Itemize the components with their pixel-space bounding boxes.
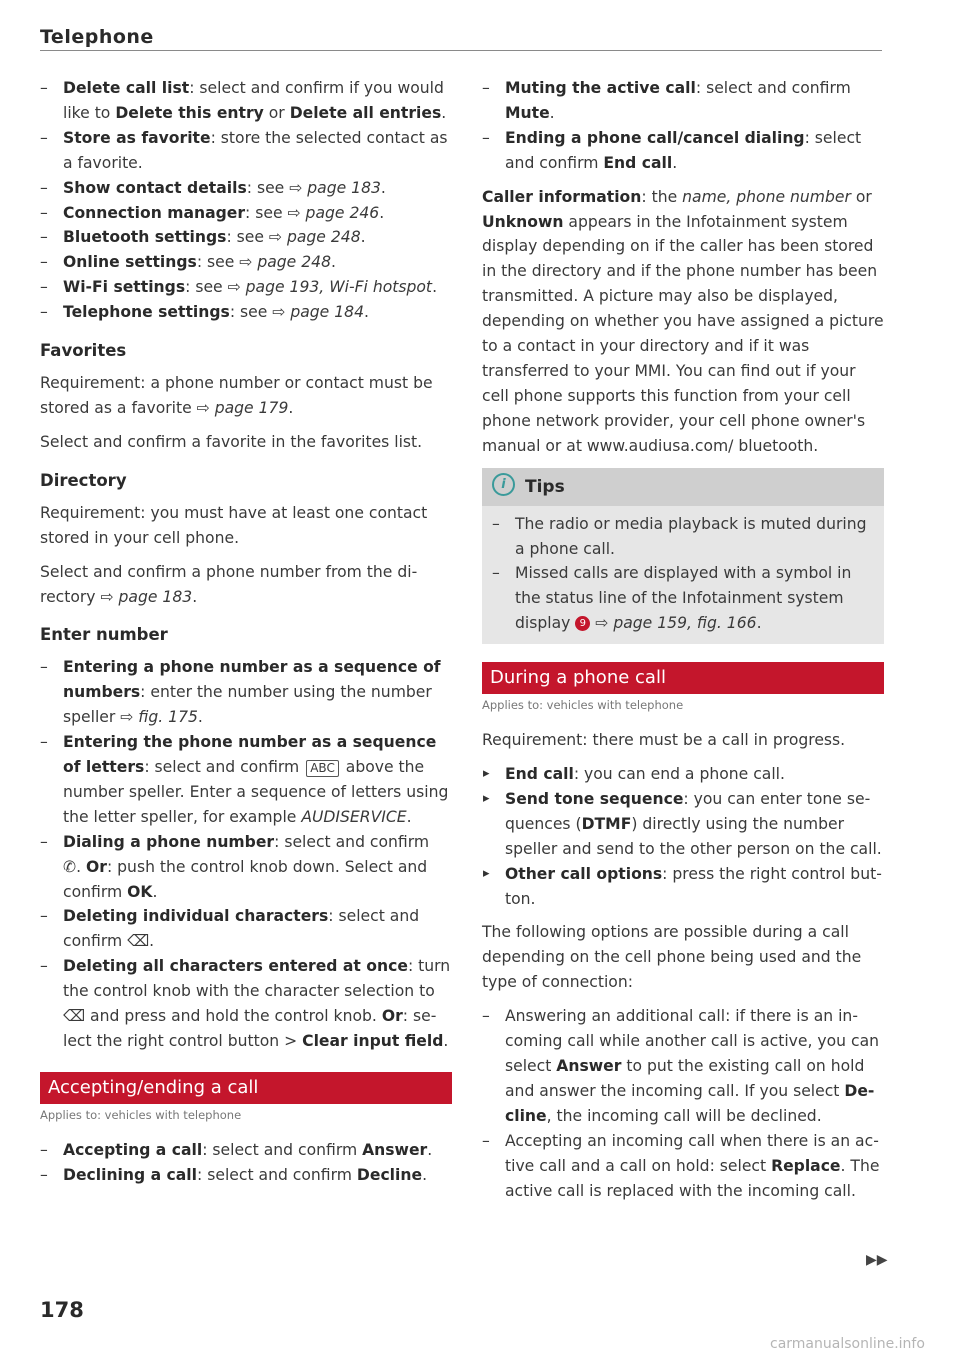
page-ref-link[interactable]: ⇨ page 183 — [100, 587, 193, 606]
list-item: – Dialing a phone number: select and confirm ✆. Or: push the control knob down. Select and confirm OK. — [40, 830, 452, 905]
list-item: – Answering an additional call: if there is an incoming call while another call is active, you can select Answer to put the existing call on hold and answer the incoming call. If you select Decline, the incoming call will be declined. — [482, 1004, 884, 1129]
list-item: – Deleting individual characters: select and confirm ⌫. — [40, 904, 452, 954]
header-rule — [40, 50, 882, 51]
list-item: – Store as favorite: store the selected contact as a favorite. — [40, 126, 452, 176]
caller-information: Caller information: the name, phone number or Unknown appears in the Infotainment system display depending on if the caller has been stored in the directory and if the phone number has been transmitted. A picture may also be displayed, depending on whether you have assigned a picture to a contact in your directory and if it was transferred to your MMI. You can find out if your cell phone supports this function from your cell phone network provider, your cell phone owner's manual or at www.audiusa.com/ bluetooth. — [482, 187, 884, 455]
page-ref-link[interactable]: ⇨ page 246 — [287, 203, 380, 222]
page-ref-link[interactable]: ⇨ page 248 — [239, 253, 331, 272]
page-ref-link[interactable]: ⇨ page 184 — [272, 303, 364, 322]
list-item: – Entering a phone number as a sequence of numbers: enter the number using the number speller ⇨ fig. 175. — [40, 655, 452, 730]
menu-option-list — [40, 76, 452, 325]
list-item: – Missed calls are displayed with a symbol in the status line of the Infotainment system display 9 ⇨ page 159, fig. 166. — [492, 561, 874, 636]
page-ref-link[interactable]: ⇨ page 179 — [196, 398, 289, 417]
list-item: – Telephone settings: see ⇨ page 184. — [40, 300, 452, 325]
list-item: – Online settings: see ⇨ page 248. — [40, 250, 452, 275]
list-item: – Connection manager: see ⇨ page 246. — [40, 201, 452, 226]
list-item: – Ending a phone call/cancel dialing: select and confirm End call. — [482, 126, 884, 176]
favorites-heading: Favorites — [40, 341, 127, 361]
list-item: – The radio or media playback is muted during a phone call. — [492, 512, 874, 562]
left-column — [40, 76, 452, 1197]
callout-number-icon: 9 — [575, 616, 590, 631]
directory-heading: Directory — [40, 470, 127, 490]
enter-number-list — [40, 655, 452, 1054]
section-title-during: During a phone call — [482, 662, 884, 694]
options-intro: The following options are possible during a call depending on the cell phone being used and the type of connection: — [482, 923, 862, 992]
list-item: – Delete call list: select and confirm if you would like to Delete this entry or Delete all entries. — [40, 76, 452, 126]
list-item: ▸ End call: you can end a phone call. — [482, 762, 884, 787]
right-column — [482, 76, 884, 1212]
favorites-instruction: Select and confirm a favorite in the favorites list. — [40, 432, 423, 451]
favorites-requirement: Requirement: a phone number or contact must be stored as a favorite ⇨ page 179. — [40, 374, 433, 417]
call-options-list — [482, 1004, 884, 1203]
list-item: ▸ Send tone sequence: you can enter tone sequences (DTMF) directly using the number speller and send to the other person on the call. — [482, 787, 884, 862]
backspace-icon: ⌫ — [127, 932, 150, 951]
section-title-accepting: Accepting/ending a call — [40, 1072, 452, 1104]
watermark: carmanualsonline.info — [770, 1336, 925, 1352]
continue-arrow-icon: ▶▶ — [866, 1252, 888, 1268]
applies-to-note: Applies to: vehicles with telephone — [40, 1107, 242, 1122]
list-item: – Accepting a call: select and confirm Answer. — [40, 1138, 452, 1163]
tips-box — [482, 468, 884, 645]
abc-key-icon: ABC — [306, 760, 339, 777]
list-item: – Accepting an incoming call when there is an active call and a call on hold: select Replace. The active call is replaced with the incoming call. — [482, 1129, 884, 1204]
list-item: – Entering the phone number as a sequence of letters: select and confirm ABC above the number speller. Enter a sequence of letters using the letter speller, for example AUDISERVICE. — [40, 730, 452, 830]
call-control-list — [482, 76, 884, 176]
tips-header: i Tips — [482, 468, 884, 506]
page-ref-link[interactable]: ⇨ page 159, fig. 166 — [595, 614, 757, 633]
backspace-icon: ⌫ — [63, 1007, 86, 1026]
list-item: – Deleting all characters entered at once: turn the control knob with the character selection to ⌫ and press and hold the control knob. Or: select the right control button > Clear input field. — [40, 954, 452, 1054]
list-item: – Wi-Fi settings: see ⇨ page 193, Wi-Fi hotspot. — [40, 275, 452, 300]
during-action-list — [482, 762, 884, 911]
enter-number-heading: Enter number — [40, 625, 168, 645]
page-header: Telephone — [40, 26, 154, 48]
page-ref-link[interactable]: ⇨ fig. 175 — [120, 708, 198, 727]
directory-requirement: Requirement: you must have at least one contact stored in your cell phone. — [40, 503, 428, 547]
applies-to-note: Applies to: vehicles with telephone — [482, 698, 684, 713]
list-item: ▸ Other call options: press the right control button. — [482, 862, 884, 912]
page-ref-link[interactable]: ⇨ page 183 — [289, 178, 381, 197]
during-requirement: Requirement: there must be a call in progress. — [482, 731, 846, 750]
page-number: 178 — [40, 1298, 84, 1322]
list-item: – Muting the active call: select and confirm Mute. — [482, 76, 884, 126]
list-item: – Declining a call: select and confirm Decline. — [40, 1163, 452, 1188]
page-ref-link[interactable]: ⇨ page 248 — [268, 228, 361, 247]
directory-instruction: Select and confirm a phone number from the directory ⇨ page 183. — [40, 562, 418, 606]
list-item: – Bluetooth settings: see ⇨ page 248. — [40, 225, 452, 250]
list-item: – Show contact details: see ⇨ page 183. — [40, 176, 452, 201]
page-ref-link[interactable]: ⇨ page 193, Wi-Fi hotspot — [227, 278, 433, 297]
dial-phone-icon: ✆ — [63, 857, 77, 876]
info-icon: i — [492, 473, 515, 496]
accept-list — [40, 1138, 452, 1188]
